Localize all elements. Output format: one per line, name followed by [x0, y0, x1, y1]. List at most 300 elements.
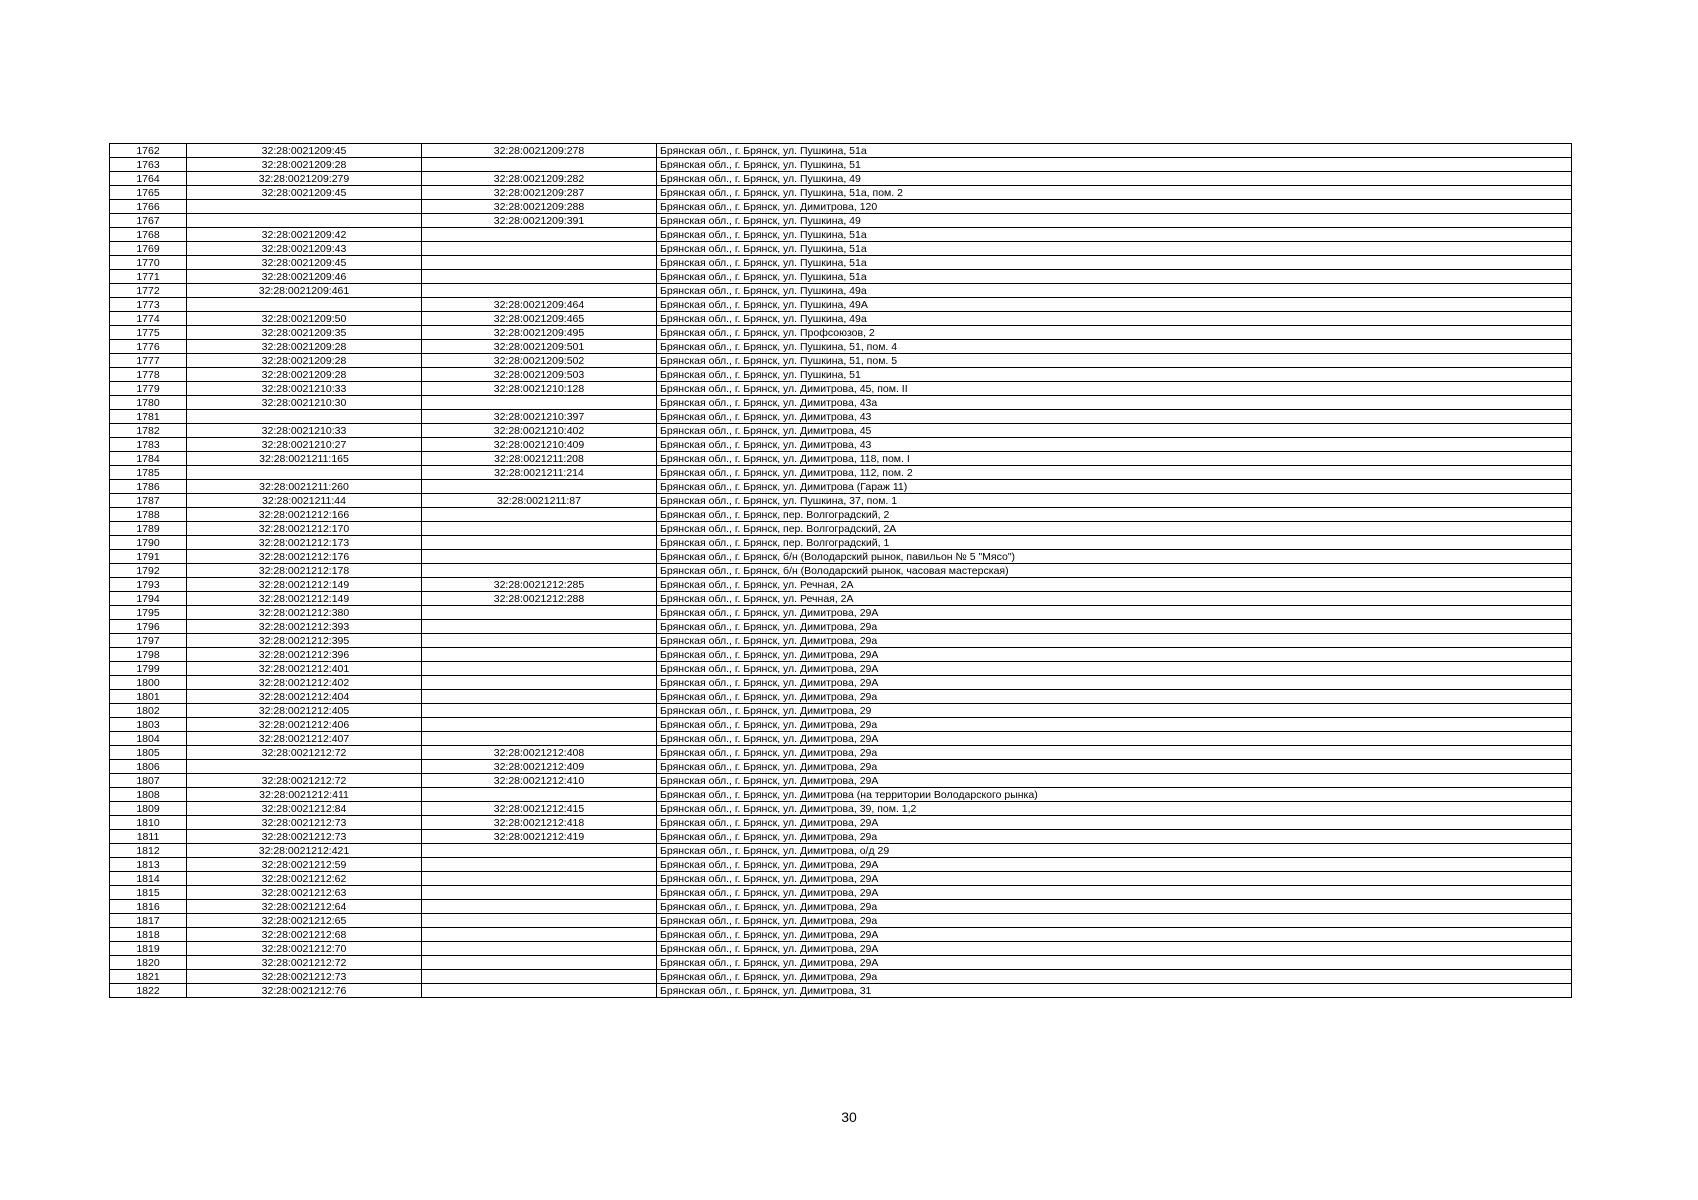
building-cadastral-number-cell — [422, 886, 657, 900]
row-number-cell: 1773 — [110, 298, 187, 312]
land-cadastral-number-cell: 32:28:0021212:404 — [187, 690, 422, 704]
land-cadastral-number-cell: 32:28:0021209:43 — [187, 242, 422, 256]
building-cadastral-number-cell — [422, 676, 657, 690]
building-cadastral-number-cell — [422, 970, 657, 984]
table-row — [110, 732, 1572, 746]
table-row — [110, 956, 1572, 970]
land-cadastral-number-cell: 32:28:0021211:260 — [187, 480, 422, 494]
table-row — [110, 984, 1572, 998]
building-cadastral-number-cell — [422, 536, 657, 550]
table-row — [110, 634, 1572, 648]
building-cadastral-number-cell — [422, 242, 657, 256]
row-number-cell: 1764 — [110, 172, 187, 186]
row-number-cell: 1802 — [110, 704, 187, 718]
land-cadastral-number-cell — [187, 200, 422, 214]
land-cadastral-number-cell: 32:28:0021212:380 — [187, 606, 422, 620]
address-cell: Брянская обл., г. Брянск, ул. Димитрова, 31 — [657, 984, 1572, 998]
table-row — [110, 774, 1572, 788]
row-number-cell: 1784 — [110, 452, 187, 466]
row-number-cell: 1779 — [110, 382, 187, 396]
address-cell: Брянская обл., г. Брянск, пер. Волгоградский, 1 — [657, 536, 1572, 550]
address-cell: Брянская обл., г. Брянск, ул. Пушкина, 49а — [657, 284, 1572, 298]
land-cadastral-number-cell: 32:28:0021209:45 — [187, 256, 422, 270]
building-cadastral-number-cell — [422, 564, 657, 578]
table-row — [110, 452, 1572, 466]
address-cell: Брянская обл., г. Брянск, ул. Пушкина, 49 — [657, 172, 1572, 186]
land-cadastral-number-cell — [187, 298, 422, 312]
address-cell: Брянская обл., г. Брянск, ул. Пушкина, 51а — [657, 256, 1572, 270]
row-number-cell: 1814 — [110, 872, 187, 886]
row-number-cell: 1816 — [110, 900, 187, 914]
building-cadastral-number-cell: 32:28:0021209:287 — [422, 186, 657, 200]
building-cadastral-number-cell — [422, 270, 657, 284]
building-cadastral-number-cell: 32:28:0021209:495 — [422, 326, 657, 340]
address-cell: Брянская обл., г. Брянск, б/н (Володарский рынок, часовая мастерская) — [657, 564, 1572, 578]
land-cadastral-number-cell: 32:28:0021212:73 — [187, 970, 422, 984]
table-row — [110, 620, 1572, 634]
table-row — [110, 284, 1572, 298]
table-row — [110, 466, 1572, 480]
row-number-cell: 1791 — [110, 550, 187, 564]
land-cadastral-number-cell: 32:28:0021212:406 — [187, 718, 422, 732]
address-cell: Брянская обл., г. Брянск, ул. Пушкина, 51а — [657, 144, 1572, 158]
address-cell: Брянская обл., г. Брянск, ул. Пушкина, 51, пом. 4 — [657, 340, 1572, 354]
address-cell: Брянская обл., г. Брянск, ул. Димитрова, 29А — [657, 956, 1572, 970]
building-cadastral-number-cell — [422, 984, 657, 998]
building-cadastral-number-cell: 32:28:0021209:278 — [422, 144, 657, 158]
address-cell: Брянская обл., г. Брянск, ул. Пушкина, 49 — [657, 214, 1572, 228]
land-cadastral-number-cell: 32:28:0021210:33 — [187, 424, 422, 438]
land-cadastral-number-cell: 32:28:0021212:149 — [187, 578, 422, 592]
row-number-cell: 1805 — [110, 746, 187, 760]
address-cell: Брянская обл., г. Брянск, ул. Димитрова (на территории Володарского рынка) — [657, 788, 1572, 802]
building-cadastral-number-cell — [422, 480, 657, 494]
address-cell: Брянская обл., г. Брянск, ул. Пушкина, 49а — [657, 312, 1572, 326]
land-cadastral-number-cell: 32:28:0021212:170 — [187, 522, 422, 536]
address-cell: Брянская обл., г. Брянск, ул. Димитрова, 29а — [657, 760, 1572, 774]
building-cadastral-number-cell — [422, 858, 657, 872]
address-cell: Брянская обл., г. Брянск, ул. Димитрова, 29А — [657, 872, 1572, 886]
building-cadastral-number-cell: 32:28:0021210:402 — [422, 424, 657, 438]
address-cell: Брянская обл., г. Брянск, ул. Димитрова, 29а — [657, 718, 1572, 732]
row-number-cell: 1766 — [110, 200, 187, 214]
row-number-cell: 1775 — [110, 326, 187, 340]
land-cadastral-number-cell: 32:28:0021209:35 — [187, 326, 422, 340]
building-cadastral-number-cell — [422, 550, 657, 564]
table-row — [110, 592, 1572, 606]
row-number-cell: 1763 — [110, 158, 187, 172]
building-cadastral-number-cell: 32:28:0021212:415 — [422, 802, 657, 816]
building-cadastral-number-cell: 32:28:0021209:282 — [422, 172, 657, 186]
address-cell: Брянская обл., г. Брянск, ул. Пушкина, 49А — [657, 298, 1572, 312]
building-cadastral-number-cell — [422, 942, 657, 956]
table-row — [110, 312, 1572, 326]
address-cell: Брянская обл., г. Брянск, ул. Пушкина, 51а — [657, 242, 1572, 256]
table-row — [110, 760, 1572, 774]
row-number-cell: 1810 — [110, 816, 187, 830]
table-row — [110, 564, 1572, 578]
table-row — [110, 900, 1572, 914]
table-row — [110, 886, 1572, 900]
table-row — [110, 942, 1572, 956]
land-cadastral-number-cell: 32:28:0021210:33 — [187, 382, 422, 396]
row-number-cell: 1803 — [110, 718, 187, 732]
table-row — [110, 578, 1572, 592]
building-cadastral-number-cell: 32:28:0021209:465 — [422, 312, 657, 326]
table-row — [110, 816, 1572, 830]
land-cadastral-number-cell: 32:28:0021209:45 — [187, 186, 422, 200]
row-number-cell: 1807 — [110, 774, 187, 788]
row-number-cell: 1809 — [110, 802, 187, 816]
building-cadastral-number-cell: 32:28:0021212:408 — [422, 746, 657, 760]
property-registry-table — [109, 143, 1572, 998]
row-number-cell: 1793 — [110, 578, 187, 592]
row-number-cell: 1781 — [110, 410, 187, 424]
row-number-cell: 1794 — [110, 592, 187, 606]
table-row — [110, 746, 1572, 760]
address-cell: Брянская обл., г. Брянск, ул. Пушкина, 51 — [657, 368, 1572, 382]
row-number-cell: 1811 — [110, 830, 187, 844]
address-cell: Брянская обл., г. Брянск, ул. Пушкина, 51а — [657, 228, 1572, 242]
table-row — [110, 718, 1572, 732]
land-cadastral-number-cell: 32:28:0021212:407 — [187, 732, 422, 746]
address-cell: Брянская обл., г. Брянск, ул. Димитрова, 29а — [657, 634, 1572, 648]
building-cadastral-number-cell — [422, 704, 657, 718]
address-cell: Брянская обл., г. Брянск, ул. Пушкина, 51а — [657, 270, 1572, 284]
table-row — [110, 270, 1572, 284]
building-cadastral-number-cell — [422, 620, 657, 634]
table-row — [110, 438, 1572, 452]
address-cell: Брянская обл., г. Брянск, пер. Волгоградский, 2 — [657, 508, 1572, 522]
building-cadastral-number-cell: 32:28:0021212:285 — [422, 578, 657, 592]
row-number-cell: 1792 — [110, 564, 187, 578]
address-cell: Брянская обл., г. Брянск, ул. Димитрова, 45, пом. II — [657, 382, 1572, 396]
land-cadastral-number-cell: 32:28:0021209:28 — [187, 354, 422, 368]
address-cell: Брянская обл., г. Брянск, ул. Димитрова, 29а — [657, 914, 1572, 928]
table-row — [110, 144, 1572, 158]
address-cell: Брянская обл., г. Брянск, ул. Димитрова, 39, пом. 1,2 — [657, 802, 1572, 816]
address-cell: Брянская обл., г. Брянск, ул. Димитрова, 43 — [657, 438, 1572, 452]
land-cadastral-number-cell: 32:28:0021209:279 — [187, 172, 422, 186]
table-row — [110, 970, 1572, 984]
land-cadastral-number-cell: 32:28:0021212:72 — [187, 956, 422, 970]
land-cadastral-number-cell: 32:28:0021212:68 — [187, 928, 422, 942]
row-number-cell: 1786 — [110, 480, 187, 494]
building-cadastral-number-cell: 32:28:0021209:501 — [422, 340, 657, 354]
row-number-cell: 1808 — [110, 788, 187, 802]
land-cadastral-number-cell — [187, 214, 422, 228]
table-row — [110, 536, 1572, 550]
land-cadastral-number-cell: 32:28:0021212:166 — [187, 508, 422, 522]
row-number-cell: 1798 — [110, 648, 187, 662]
address-cell: Брянская обл., г. Брянск, ул. Димитрова, 43а — [657, 396, 1572, 410]
row-number-cell: 1822 — [110, 984, 187, 998]
building-cadastral-number-cell: 32:28:0021212:409 — [422, 760, 657, 774]
table-row — [110, 200, 1572, 214]
address-cell: Брянская обл., г. Брянск, ул. Димитрова, 29а — [657, 900, 1572, 914]
row-number-cell: 1783 — [110, 438, 187, 452]
address-cell: Брянская обл., г. Брянск, ул. Профсоюзов, 2 — [657, 326, 1572, 340]
address-cell: Брянская обл., г. Брянск, ул. Димитрова, 29А — [657, 816, 1572, 830]
land-cadastral-number-cell: 32:28:0021209:42 — [187, 228, 422, 242]
row-number-cell: 1804 — [110, 732, 187, 746]
row-number-cell: 1795 — [110, 606, 187, 620]
row-number-cell: 1812 — [110, 844, 187, 858]
land-cadastral-number-cell: 32:28:0021212:421 — [187, 844, 422, 858]
address-cell: Брянская обл., г. Брянск, ул. Димитрова, 29а — [657, 830, 1572, 844]
land-cadastral-number-cell: 32:28:0021209:461 — [187, 284, 422, 298]
table-row — [110, 676, 1572, 690]
building-cadastral-number-cell — [422, 900, 657, 914]
row-number-cell: 1821 — [110, 970, 187, 984]
table-row — [110, 662, 1572, 676]
row-number-cell: 1790 — [110, 536, 187, 550]
land-cadastral-number-cell: 32:28:0021209:28 — [187, 158, 422, 172]
table-row — [110, 690, 1572, 704]
building-cadastral-number-cell: 32:28:0021209:391 — [422, 214, 657, 228]
address-cell: Брянская обл., г. Брянск, ул. Димитрова, 29а — [657, 970, 1572, 984]
building-cadastral-number-cell — [422, 634, 657, 648]
building-cadastral-number-cell — [422, 844, 657, 858]
building-cadastral-number-cell — [422, 606, 657, 620]
table-row — [110, 396, 1572, 410]
land-cadastral-number-cell: 32:28:0021212:178 — [187, 564, 422, 578]
address-cell: Брянская обл., г. Брянск, ул. Димитрова, 29А — [657, 928, 1572, 942]
table-row — [110, 522, 1572, 536]
building-cadastral-number-cell — [422, 928, 657, 942]
building-cadastral-number-cell: 32:28:0021209:502 — [422, 354, 657, 368]
row-number-cell: 1776 — [110, 340, 187, 354]
address-cell: Брянская обл., г. Брянск, ул. Димитрова, 29а — [657, 746, 1572, 760]
table-row — [110, 186, 1572, 200]
land-cadastral-number-cell: 32:28:0021212:176 — [187, 550, 422, 564]
land-cadastral-number-cell: 32:28:0021212:395 — [187, 634, 422, 648]
row-number-cell: 1800 — [110, 676, 187, 690]
table-row — [110, 480, 1572, 494]
building-cadastral-number-cell: 32:28:0021210:397 — [422, 410, 657, 424]
land-cadastral-number-cell: 32:28:0021211:44 — [187, 494, 422, 508]
land-cadastral-number-cell: 32:28:0021212:173 — [187, 536, 422, 550]
building-cadastral-number-cell: 32:28:0021209:503 — [422, 368, 657, 382]
address-cell: Брянская обл., г. Брянск, ул. Пушкина, 51 — [657, 158, 1572, 172]
land-cadastral-number-cell: 32:28:0021212:64 — [187, 900, 422, 914]
building-cadastral-number-cell: 32:28:0021209:288 — [422, 200, 657, 214]
land-cadastral-number-cell: 32:28:0021209:28 — [187, 368, 422, 382]
row-number-cell: 1768 — [110, 228, 187, 242]
land-cadastral-number-cell — [187, 466, 422, 480]
land-cadastral-number-cell: 32:28:0021212:72 — [187, 746, 422, 760]
row-number-cell: 1797 — [110, 634, 187, 648]
land-cadastral-number-cell: 32:28:0021212:72 — [187, 774, 422, 788]
address-cell: Брянская обл., г. Брянск, ул. Димитрова, 29А — [657, 858, 1572, 872]
building-cadastral-number-cell — [422, 732, 657, 746]
building-cadastral-number-cell: 32:28:0021211:87 — [422, 494, 657, 508]
address-cell: Брянская обл., г. Брянск, ул. Димитрова, 45 — [657, 424, 1572, 438]
address-cell: Брянская обл., г. Брянск, ул. Димитрова (Гараж 11) — [657, 480, 1572, 494]
address-cell: Брянская обл., г. Брянск, ул. Пушкина, 37, пом. 1 — [657, 494, 1572, 508]
land-cadastral-number-cell: 32:28:0021212:411 — [187, 788, 422, 802]
table-row — [110, 228, 1572, 242]
land-cadastral-number-cell — [187, 760, 422, 774]
row-number-cell: 1789 — [110, 522, 187, 536]
land-cadastral-number-cell: 32:28:0021212:70 — [187, 942, 422, 956]
table-row — [110, 424, 1572, 438]
row-number-cell: 1820 — [110, 956, 187, 970]
building-cadastral-number-cell — [422, 648, 657, 662]
table-row — [110, 928, 1572, 942]
table-row — [110, 340, 1572, 354]
building-cadastral-number-cell — [422, 522, 657, 536]
land-cadastral-number-cell: 32:28:0021211:165 — [187, 452, 422, 466]
land-cadastral-number-cell: 32:28:0021209:46 — [187, 270, 422, 284]
land-cadastral-number-cell: 32:28:0021212:401 — [187, 662, 422, 676]
row-number-cell: 1796 — [110, 620, 187, 634]
row-number-cell: 1762 — [110, 144, 187, 158]
row-number-cell: 1806 — [110, 760, 187, 774]
row-number-cell: 1782 — [110, 424, 187, 438]
table-row — [110, 872, 1572, 886]
row-number-cell: 1765 — [110, 186, 187, 200]
address-cell: Брянская обл., г. Брянск, ул. Димитрова, 29А — [657, 676, 1572, 690]
land-cadastral-number-cell: 32:28:0021212:76 — [187, 984, 422, 998]
table-row — [110, 326, 1572, 340]
address-cell: Брянская обл., г. Брянск, ул. Димитрова, 118, пом. I — [657, 452, 1572, 466]
land-cadastral-number-cell: 32:28:0021209:45 — [187, 144, 422, 158]
row-number-cell: 1770 — [110, 256, 187, 270]
address-cell: Брянская обл., г. Брянск, ул. Димитрова, 112, пом. 2 — [657, 466, 1572, 480]
land-cadastral-number-cell: 32:28:0021210:27 — [187, 438, 422, 452]
land-cadastral-number-cell: 32:28:0021212:84 — [187, 802, 422, 816]
building-cadastral-number-cell: 32:28:0021212:418 — [422, 816, 657, 830]
address-cell: Брянская обл., г. Брянск, ул. Димитрова, 29А — [657, 774, 1572, 788]
land-cadastral-number-cell: 32:28:0021212:149 — [187, 592, 422, 606]
table-row — [110, 172, 1572, 186]
table-row — [110, 256, 1572, 270]
building-cadastral-number-cell: 32:28:0021211:208 — [422, 452, 657, 466]
building-cadastral-number-cell — [422, 914, 657, 928]
land-cadastral-number-cell: 32:28:0021212:73 — [187, 816, 422, 830]
row-number-cell: 1767 — [110, 214, 187, 228]
address-cell: Брянская обл., г. Брянск, ул. Речная, 2А — [657, 592, 1572, 606]
address-cell: Брянская обл., г. Брянск, ул. Димитрова, 29А — [657, 606, 1572, 620]
table-row — [110, 298, 1572, 312]
table-row — [110, 158, 1572, 172]
building-cadastral-number-cell — [422, 396, 657, 410]
table-row — [110, 606, 1572, 620]
land-cadastral-number-cell: 32:28:0021210:30 — [187, 396, 422, 410]
building-cadastral-number-cell: 32:28:0021212:288 — [422, 592, 657, 606]
address-cell: Брянская обл., г. Брянск, ул. Димитрова, 29А — [657, 732, 1572, 746]
land-cadastral-number-cell: 32:28:0021209:50 — [187, 312, 422, 326]
table-row — [110, 788, 1572, 802]
address-cell: Брянская обл., г. Брянск, ул. Димитрова, 29А — [657, 648, 1572, 662]
row-number-cell: 1774 — [110, 312, 187, 326]
address-cell: Брянская обл., г. Брянск, ул. Пушкина, 51, пом. 5 — [657, 354, 1572, 368]
address-cell: Брянская обл., г. Брянск, пер. Волгоградский, 2А — [657, 522, 1572, 536]
row-number-cell: 1769 — [110, 242, 187, 256]
table-row — [110, 508, 1572, 522]
table-row — [110, 354, 1572, 368]
table-row — [110, 704, 1572, 718]
address-cell: Брянская обл., г. Брянск, ул. Димитрова, 29 — [657, 704, 1572, 718]
building-cadastral-number-cell — [422, 508, 657, 522]
building-cadastral-number-cell — [422, 284, 657, 298]
land-cadastral-number-cell: 32:28:0021212:59 — [187, 858, 422, 872]
address-cell: Брянская обл., г. Брянск, ул. Димитрова, 29а — [657, 690, 1572, 704]
address-cell: Брянская обл., г. Брянск, ул. Пушкина, 51а, пом. 2 — [657, 186, 1572, 200]
table-row — [110, 242, 1572, 256]
land-cadastral-number-cell: 32:28:0021212:73 — [187, 830, 422, 844]
land-cadastral-number-cell: 32:28:0021212:405 — [187, 704, 422, 718]
address-cell: Брянская обл., г. Брянск, б/н (Володарский рынок, павильон № 5 "Мясо") — [657, 550, 1572, 564]
building-cadastral-number-cell — [422, 788, 657, 802]
building-cadastral-number-cell — [422, 872, 657, 886]
row-number-cell: 1817 — [110, 914, 187, 928]
building-cadastral-number-cell: 32:28:0021209:464 — [422, 298, 657, 312]
row-number-cell: 1772 — [110, 284, 187, 298]
row-number-cell: 1815 — [110, 886, 187, 900]
building-cadastral-number-cell — [422, 956, 657, 970]
row-number-cell: 1780 — [110, 396, 187, 410]
table-row — [110, 830, 1572, 844]
row-number-cell: 1799 — [110, 662, 187, 676]
building-cadastral-number-cell: 32:28:0021210:409 — [422, 438, 657, 452]
building-cadastral-number-cell — [422, 718, 657, 732]
table-row — [110, 858, 1572, 872]
land-cadastral-number-cell: 32:28:0021212:402 — [187, 676, 422, 690]
land-cadastral-number-cell: 32:28:0021212:63 — [187, 886, 422, 900]
row-number-cell: 1787 — [110, 494, 187, 508]
row-number-cell: 1819 — [110, 942, 187, 956]
address-cell: Брянская обл., г. Брянск, ул. Речная, 2А — [657, 578, 1572, 592]
row-number-cell: 1778 — [110, 368, 187, 382]
address-cell: Брянская обл., г. Брянск, ул. Димитрова, 29А — [657, 886, 1572, 900]
row-number-cell: 1771 — [110, 270, 187, 284]
page-number: 30 — [841, 1109, 857, 1125]
address-cell: Брянская обл., г. Брянск, ул. Димитрова, 29а — [657, 620, 1572, 634]
building-cadastral-number-cell: 32:28:0021212:410 — [422, 774, 657, 788]
building-cadastral-number-cell: 32:28:0021212:419 — [422, 830, 657, 844]
table-row — [110, 214, 1572, 228]
building-cadastral-number-cell — [422, 662, 657, 676]
row-number-cell: 1801 — [110, 690, 187, 704]
building-cadastral-number-cell — [422, 158, 657, 172]
table-row — [110, 410, 1572, 424]
land-cadastral-number-cell: 32:28:0021212:65 — [187, 914, 422, 928]
address-cell: Брянская обл., г. Брянск, ул. Димитрова, 29А — [657, 942, 1572, 956]
row-number-cell: 1813 — [110, 858, 187, 872]
table-row — [110, 844, 1572, 858]
building-cadastral-number-cell — [422, 256, 657, 270]
land-cadastral-number-cell: 32:28:0021209:28 — [187, 340, 422, 354]
table-row — [110, 648, 1572, 662]
building-cadastral-number-cell — [422, 228, 657, 242]
table-row — [110, 382, 1572, 396]
table-row — [110, 550, 1572, 564]
table-row — [110, 368, 1572, 382]
row-number-cell: 1777 — [110, 354, 187, 368]
table-row — [110, 914, 1572, 928]
land-cadastral-number-cell: 32:28:0021212:62 — [187, 872, 422, 886]
address-cell: Брянская обл., г. Брянск, ул. Димитрова, о/д 29 — [657, 844, 1572, 858]
row-number-cell: 1818 — [110, 928, 187, 942]
row-number-cell: 1788 — [110, 508, 187, 522]
building-cadastral-number-cell: 32:28:0021210:128 — [422, 382, 657, 396]
address-cell: Брянская обл., г. Брянск, ул. Димитрова, 29А — [657, 662, 1572, 676]
building-cadastral-number-cell: 32:28:0021211:214 — [422, 466, 657, 480]
land-cadastral-number-cell: 32:28:0021212:393 — [187, 620, 422, 634]
row-number-cell: 1785 — [110, 466, 187, 480]
